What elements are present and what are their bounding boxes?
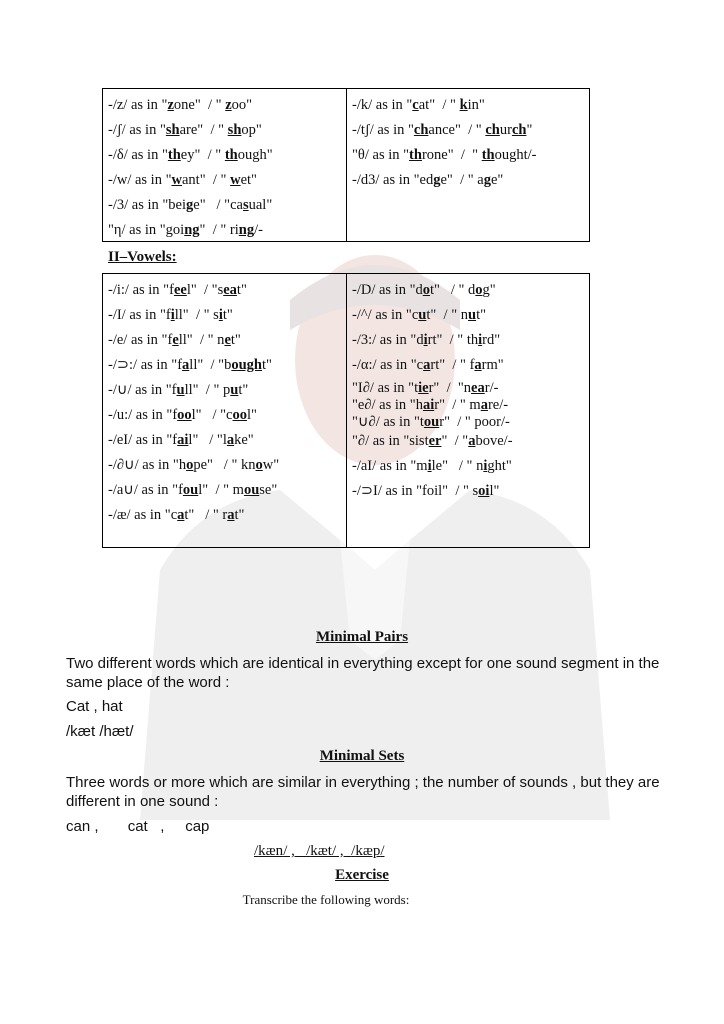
key-letters: e [172,332,179,348]
row-text: -/⊃I/ as in "foil" / " s [352,483,479,499]
key-letters: th [409,147,422,163]
row-text: -/3/ as in "bei [108,197,187,213]
row-text: -/I/ as in "f [108,307,171,323]
consonant-row [352,95,584,120]
ipa-text: / [380,843,385,859]
exercise-instruction: Transcribe the following words: [242,892,410,907]
row-text: "∂/ as in "sist [352,433,429,449]
row-text: -/tʃ/ as in " [352,122,414,138]
key-letters: ough [231,357,262,373]
ipa-transcription: kæt [310,843,332,859]
ipa-transcription: kæn [258,843,284,859]
row-text: se" [259,482,278,498]
key-letters: s [242,197,249,213]
row-text: ll" / "b [189,357,232,373]
row-text: -/u:/ as in "f [108,407,178,423]
key-letters: th [167,147,181,163]
row-text: t" [234,507,245,523]
row-text: "e∂/ as in "h [352,397,423,413]
row-text: rt" / " th [427,332,479,348]
vowel-row [108,330,341,355]
consonant-row [108,95,341,120]
row-text: " / " ri [199,222,239,238]
row-text: g" [482,282,496,298]
key-letters: er [428,433,442,449]
key-letters: th [224,147,238,163]
row-text: e" [490,172,504,188]
row-text: "η/ as in "goi [108,222,185,238]
key-letters: u [418,307,427,323]
row-text: ll" / " n [178,332,225,348]
minimal-pairs-example-ipa: /kæt /hæt/ [66,723,134,740]
row-text: et" [240,172,257,188]
key-letters: i [170,307,175,323]
row-text: ough" [237,147,273,163]
vowel-row [108,380,341,405]
key-letters: ee [173,282,187,298]
row-text: -/w/ as in " [108,172,172,188]
vowel-row [352,355,584,380]
minimal-pairs-heading: Minimal Pairs [315,629,409,645]
key-letters: ea [223,282,237,298]
row-text: -/k/ as in " [352,97,413,113]
row-text: -/aI/ as in "m [352,458,428,474]
key-letters: ou [423,414,440,430]
row-text: r/- [484,380,499,396]
key-letters: a [177,507,185,523]
minimal-sets-example-words: can , cat , cap [66,818,210,835]
row-text: r" / " m [434,397,481,413]
row-text: rone" / " [421,147,482,163]
consonant-row [108,170,341,195]
row-text: rm" [481,357,504,373]
row-text: t" / " d [430,282,476,298]
key-letters: ch [413,122,429,138]
row-text: are" / " [179,122,228,138]
row-text: l" [489,483,500,499]
key-letters: a [468,433,476,449]
row-text: -/3:/ as in "d [352,332,424,348]
vowel-row [352,397,584,414]
row-text: "θ/ as in " [352,147,410,163]
row-text: -/eI/ as in "f [108,432,178,448]
key-letters: ch [511,122,527,138]
row-text: w" [262,457,280,473]
row-text: e" / "ca [193,197,243,213]
vowel-row [352,481,584,506]
row-text: -/a∪/ as in "f [108,482,183,498]
key-letters: a [474,357,482,373]
row-text: -/z/ as in " [108,97,168,113]
row-text: -/e/ as in "f [108,332,173,348]
key-letters: ng [184,222,200,238]
key-letters: i [483,458,488,474]
row-text: ll" / " s [174,307,219,323]
key-letters: a [182,357,190,373]
row-text: ur [499,122,512,138]
key-letters: ng [238,222,255,238]
key-letters: ea [471,380,485,396]
key-letters: ie [418,380,429,396]
row-text: r" / " poor/- [439,414,510,430]
row-text: ght" [487,458,512,474]
row-text: ke" [234,432,254,448]
key-letters: a [226,432,235,448]
row-text: one" / " [173,97,226,113]
row-text: r" / "n [428,380,472,396]
ipa-text: / , [331,843,352,859]
vowel-row [108,405,341,430]
consonant-row [108,220,341,245]
vowel-row [352,380,584,397]
row-text: op" [241,122,262,138]
row-text: -/∂∪/ as in "h [108,457,187,473]
row-text: l" / "c [191,407,233,423]
key-letters: o [475,282,483,298]
row-text: -/⊃:/ as in "f [108,357,183,373]
key-letters: i [427,458,432,474]
row-text: t" [262,357,272,373]
key-letters: i [423,332,428,348]
row-text: ey" / " [180,147,225,163]
key-letters: th [481,147,495,163]
vowels-right-column [346,274,589,547]
consonants-right-column [346,89,589,241]
ipa-text: / [254,843,259,859]
row-text: pe" / " kn [193,457,256,473]
key-letters: o [255,457,263,473]
key-letters: c [412,97,419,113]
vowel-row [108,355,341,380]
row-text: -/æ/ as in "c [108,507,178,523]
key-letters: a [227,507,235,523]
key-letters: sh [227,122,242,138]
vowel-row [108,430,341,455]
row-text: t" / " n [426,307,469,323]
key-letters: i [218,307,223,323]
row-text: -/D/ as in "d [352,282,423,298]
row-text: " [526,122,533,138]
row-text: -/i:/ as in "f [108,282,174,298]
row-text: e" / " a [440,172,484,188]
row-text: bove/- [475,433,513,449]
row-text: ual" [248,197,273,213]
row-text: oo" [231,97,253,113]
vowel-row [352,431,584,456]
row-text: t" [238,382,249,398]
key-letters: o [422,282,431,298]
consonant-row [108,120,341,145]
row-text: ought/- [494,147,537,163]
key-letters: z [167,97,174,113]
ipa-text: / [306,843,311,859]
key-letters: o [186,457,194,473]
minimal-pairs-example-words: Cat , hat [66,698,123,715]
row-text: -/δ/ as in " [108,147,168,163]
key-letters: ou [243,482,260,498]
key-letters: oo [177,407,192,423]
consonant-row [352,120,584,145]
key-letters: e [224,332,231,348]
key-letters: ai [422,397,435,413]
row-text: rd" [482,332,501,348]
row-text: -/ʃ/ as in " [108,122,166,138]
key-letters: oo [232,407,247,423]
key-letters: ai [177,432,189,448]
consonants-table [102,88,590,242]
consonant-row [108,195,341,220]
row-text: ant" / " [182,172,231,188]
vowel-row [108,455,341,480]
vowel-row [352,305,584,330]
row-text: l" / "s [186,282,224,298]
row-text: t" [236,282,247,298]
row-text: t" [476,307,487,323]
key-letters: ch [485,122,500,138]
key-letters: g [186,197,194,213]
key-letters: w [230,172,241,188]
row-text: in" [467,97,485,113]
row-text: at" / " [418,97,460,113]
key-letters: u [230,382,239,398]
minimal-sets-heading: Minimal Sets [319,748,405,764]
vowel-row [108,480,341,505]
row-text: -/∪/ as in "f [108,382,177,398]
key-letters: a [480,397,488,413]
vowel-row [352,330,584,355]
row-text: t" [230,332,241,348]
ipa-transcription: kæp [355,843,381,859]
vowel-row [108,305,341,330]
key-letters: g [433,172,441,188]
row-text: -/^/ as in "c [352,307,419,323]
row-text: rt" / " f [430,357,475,373]
key-letters: g [483,172,491,188]
key-letters: sh [165,122,180,138]
row-text: -/d3/ as in "ed [352,172,434,188]
row-text: t" [222,307,233,323]
row-text: t" / " r [184,507,228,523]
key-letters: oi [478,483,490,499]
consonant-row [352,145,584,170]
vowels-heading: II–Vowels: [108,249,177,265]
key-letters: u [468,307,477,323]
row-text: -/α:/ as in "c [352,357,424,373]
vowels-left-column [103,274,346,547]
key-letters: a [423,357,431,373]
key-letters: z [225,97,232,113]
key-letters: i [478,332,483,348]
row-text: "I∂/ as in "t [352,380,419,396]
key-letters: ou [182,482,199,498]
row-text: " / " [441,433,469,449]
vowel-row [108,505,341,530]
exercise-heading: Exercise [335,867,389,883]
key-letters: u [176,382,185,398]
row-text: "∪∂/ as in "t [352,414,424,430]
vowel-row [108,280,341,305]
minimal-sets-ipa [254,843,385,860]
vowels-table [102,273,590,548]
row-text: /- [254,222,263,238]
consonants-left-column [103,89,346,241]
minimal-sets-definition: Three words or more which are similar in everything ; the number of sounds , but they are different in one sound : [66,774,660,810]
row-text: ance" / " [428,122,486,138]
row-text: l" / "l [188,432,227,448]
minimal-pairs-definition: Two different words which are identical in everything except for one sound segment in the same place of the word : [66,655,660,691]
vowel-row [352,280,584,305]
ipa-text: / , [283,843,307,859]
vowel-row [352,456,584,481]
ipa-text: / [351,843,356,859]
consonant-row [352,170,584,195]
consonant-row [108,145,341,170]
row-text: re/- [487,397,509,413]
row-text: l" / " m [198,482,244,498]
key-letters: k [459,97,468,113]
row-text: ll" / " p [184,382,231,398]
key-letters: w [171,172,182,188]
vowel-row [352,414,584,431]
row-text: le" / " n [431,458,484,474]
row-text: l" [247,407,257,423]
